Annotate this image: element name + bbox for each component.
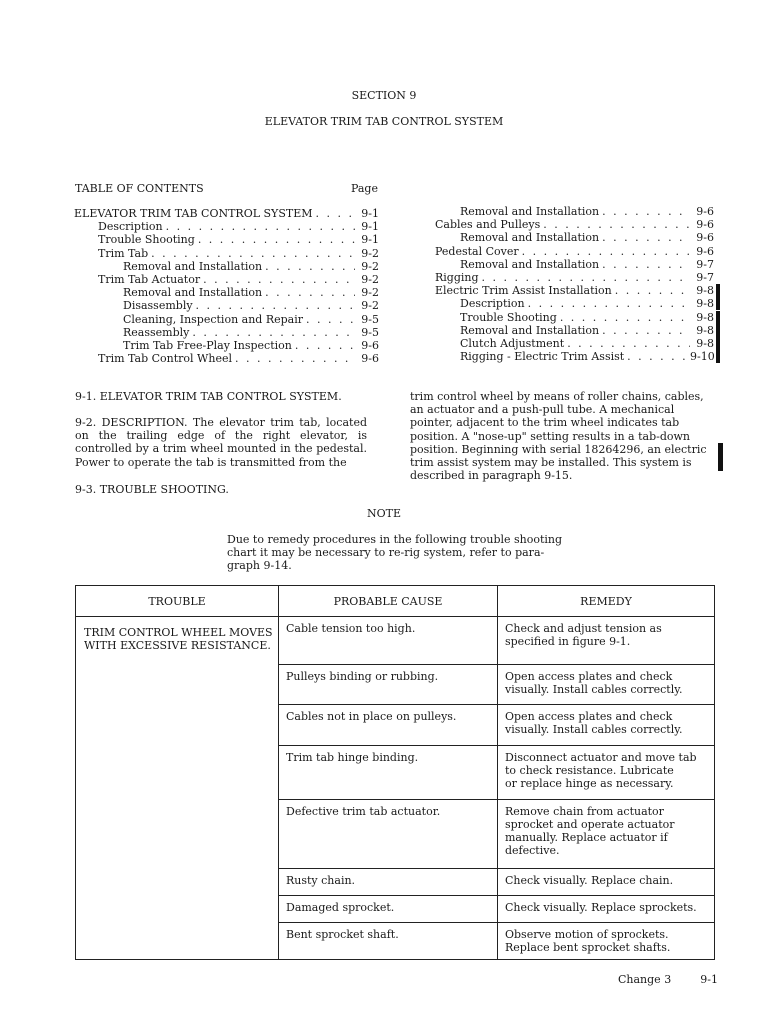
- toc-entry-label: Trim Tab Free-Play Inspection: [123, 338, 292, 352]
- toc-entry-label: Removal and Installation: [123, 259, 263, 273]
- toc-leader-dots: [193, 299, 355, 312]
- toc-entry: [74, 299, 379, 312]
- change-bar: [716, 311, 720, 324]
- toc-entry-label: Trim Tab Actuator: [98, 272, 201, 286]
- toc-leader-dots: [232, 352, 355, 365]
- cause-text: Defective trim tab actuator.: [286, 804, 441, 818]
- toc-entry-page: 9-8: [696, 310, 714, 324]
- paragraph-line: pointer, adjacent to the trim wheel indicates tab: [410, 416, 680, 430]
- toc-entry-label: Cables and Pulleys: [435, 218, 541, 232]
- header-probable-cause: PROBABLE CAUSE: [279, 586, 498, 617]
- change-bar: [716, 324, 720, 337]
- toc-leader-dots: [557, 311, 690, 324]
- remedy-line: defective.: [505, 843, 560, 857]
- remedy-line: Check visually. Replace chain.: [505, 873, 674, 887]
- toc-entry: [435, 205, 714, 218]
- remedy-line: Open access plates and check: [505, 669, 673, 683]
- toc-entry-page: 9-8: [696, 284, 714, 298]
- toc-leader-dots: [163, 220, 355, 233]
- toc-entry: [435, 218, 714, 231]
- paragraph-line: an actuator and a push-pull tube. A mechanical: [410, 403, 675, 417]
- toc-entry: [74, 207, 379, 220]
- toc-leader-dots: [262, 286, 355, 299]
- cause-text: Bent sprocket shaft.: [286, 927, 399, 941]
- toc-entry-label: Removal and Installation: [123, 286, 263, 300]
- toc-entry-label: Description: [460, 297, 525, 311]
- cause-text: Cable tension too high.: [286, 622, 416, 635]
- toc-entry: [435, 258, 714, 271]
- cause-cell: [279, 895, 498, 922]
- remedy-text: [498, 746, 714, 794]
- toc-leader-dots: [195, 233, 355, 246]
- remedy-line: visually. Install cables correctly.: [505, 723, 683, 737]
- cause-cell: [279, 745, 498, 799]
- remedy-cell: [498, 868, 715, 895]
- toc-entry-page: 9-7: [696, 270, 714, 284]
- toc-entry-label: Cleaning, Inspection and Repair: [123, 312, 304, 326]
- toc-entry: [435, 284, 714, 297]
- toc-entry: [74, 233, 379, 246]
- toc-entry: [74, 273, 379, 286]
- cause-cell: [279, 617, 498, 665]
- remedy-cell: [498, 664, 715, 705]
- toc-leader-dots: [262, 260, 355, 273]
- paragraph-9-3: 9-3. TROUBLE SHOOTING.: [75, 483, 229, 496]
- toc-header: [75, 182, 378, 195]
- toc-leader-dots: [564, 337, 690, 350]
- toc-leader-dots: [624, 350, 690, 363]
- toc-leader-dots: [540, 218, 690, 231]
- remedy-line: manually. Replace actuator if: [505, 830, 668, 844]
- trouble-shooting-table: [75, 585, 715, 960]
- toc-leader-dots: [612, 284, 690, 297]
- cause-cell: [279, 922, 498, 959]
- remedy-line: Disconnect actuator and move tab: [505, 750, 697, 764]
- paragraph-line: position. A "nose-up" setting results in a tab-down: [410, 429, 690, 443]
- toc-entry-page: 9-2: [361, 246, 379, 260]
- remedy-line: or replace hinge as necessary.: [505, 776, 674, 790]
- toc-entry-label: Disassembly: [123, 299, 193, 313]
- toc-entry-label: Trouble Shooting: [460, 310, 557, 324]
- toc-right-column: [435, 205, 714, 363]
- toc-entry-label: Removal and Installation: [460, 231, 600, 245]
- toc-entry: [74, 260, 379, 273]
- remedy-cell: [498, 705, 715, 746]
- remedy-line: Replace bent sprocket shafts.: [505, 940, 671, 954]
- cause-cell: [279, 868, 498, 895]
- paragraph-line: described in paragraph 9-15.: [410, 469, 573, 483]
- toc-entry: [74, 247, 379, 260]
- toc-entry-page: 9-6: [361, 352, 379, 366]
- remedy-text: [498, 705, 714, 740]
- remedy-text: [498, 923, 714, 958]
- toc-entry: [435, 297, 714, 310]
- toc-entry-label: Removal and Installation: [460, 205, 600, 218]
- toc-leader-dots: [312, 207, 355, 220]
- remedy-cell: [498, 617, 715, 665]
- toc-entry: [435, 311, 714, 324]
- cause-cell: [279, 799, 498, 868]
- toc-entry-label: Rigging: [435, 270, 479, 284]
- table-row: [76, 617, 715, 665]
- trouble-text: [76, 617, 278, 661]
- note-body: [227, 533, 572, 573]
- toc-entry-page: 9-8: [696, 323, 714, 337]
- paragraph-9-1: 9-1. ELEVATOR TRIM TAB CONTROL SYSTEM.: [75, 390, 342, 403]
- toc-entry-page: 9-6: [696, 218, 714, 232]
- remedy-cell: [498, 745, 715, 799]
- toc-entry-label: Reassembly: [123, 325, 190, 339]
- trouble-line: TRIM CONTROL WHEEL MOVES: [84, 626, 273, 639]
- remedy-text: [498, 896, 714, 918]
- header-trouble: TROUBLE: [76, 586, 279, 617]
- remedy-cell: [498, 895, 715, 922]
- remedy-line: sprocket and operate actuator: [505, 817, 675, 831]
- page-number: 9-1: [700, 973, 718, 986]
- toc-leader-dots: [189, 326, 355, 339]
- note-heading: NOTE: [366, 507, 401, 520]
- toc-entry-page: 9-6: [696, 205, 714, 218]
- toc-entry: [435, 245, 714, 258]
- toc-leader-dots: [479, 271, 690, 284]
- cause-text: Pulleys binding or rubbing.: [286, 669, 439, 683]
- change-bar: [718, 443, 723, 471]
- toc-entry-page: 9-8: [696, 336, 714, 350]
- remedy-cell: [498, 922, 715, 959]
- toc-leader-dots: [599, 324, 690, 337]
- toc-entry: [435, 231, 714, 244]
- trouble-line: WITH EXCESSIVE RESISTANCE.: [84, 639, 271, 652]
- toc-entry: [74, 352, 379, 365]
- note-line: chart it may be necessary to re-rig system, refer to para-: [227, 546, 545, 560]
- note-line: graph 9-14.: [227, 559, 292, 573]
- page-footer: [618, 973, 718, 986]
- toc-entry-page: 9-6: [696, 244, 714, 258]
- toc-leader-dots: [200, 273, 355, 286]
- cause-cell: [279, 664, 498, 705]
- toc-entry-label: Trim Tab: [98, 246, 149, 260]
- toc-entry-page: 9-2: [361, 286, 379, 300]
- toc-entry-page: 9-6: [361, 338, 379, 352]
- toc-leader-dots: [525, 297, 690, 310]
- change-bar: [716, 284, 720, 297]
- toc-leader-dots: [519, 245, 690, 258]
- toc-entry-page: 9-10: [690, 350, 715, 364]
- toc-entry-label: Trim Tab Control Wheel: [98, 352, 232, 366]
- toc-entry-page: 9-2: [361, 299, 379, 313]
- toc-leader-dots: [599, 205, 690, 218]
- section-title: ELEVATOR TRIM TAB CONTROL SYSTEM: [264, 115, 504, 128]
- toc-entry-page: 9-5: [361, 312, 379, 326]
- change-number: Change 3: [618, 973, 672, 986]
- toc-entry-page: 9-1: [361, 220, 379, 234]
- change-bar: [716, 350, 720, 363]
- cause-text: Trim tab hinge binding.: [286, 750, 419, 764]
- toc-entry-page: 9-1: [361, 207, 379, 220]
- remedy-line: to check resistance. Lubricate: [505, 763, 674, 777]
- toc-entry: [435, 337, 714, 350]
- toc-entry-page: 9-7: [696, 257, 714, 271]
- remedy-text: [498, 869, 714, 891]
- remedy-line: Open access plates and check: [505, 710, 673, 724]
- remedy-line: Check and adjust tension as: [505, 622, 662, 635]
- toc-entry: [74, 313, 379, 326]
- paragraph-line: trim assist system may be installed. This system is: [410, 456, 692, 470]
- remedy-cell: [498, 799, 715, 868]
- toc-leader-dots: [303, 313, 355, 326]
- toc-entry: [435, 324, 714, 337]
- toc-entry-page: 9-8: [696, 297, 714, 311]
- toc-entry-page: 9-2: [361, 259, 379, 273]
- note-line: Due to remedy procedures in the following trouble shooting: [227, 533, 563, 546]
- toc-leader-dots: [148, 247, 355, 260]
- cause-cell: [279, 705, 498, 746]
- toc-entry-label: Rigging - Electric Trim Assist: [460, 350, 625, 364]
- remedy-text: [498, 665, 714, 700]
- remedy-line: Check visually. Replace sprockets.: [505, 900, 697, 914]
- toc-entry: [435, 350, 714, 363]
- toc-entry-label: Description: [98, 220, 163, 234]
- remedy-text: [498, 617, 714, 652]
- toc-entry: [74, 326, 379, 339]
- toc-entry-label: Clutch Adjustment: [460, 336, 565, 350]
- toc-entry: [435, 271, 714, 284]
- toc-entry-label: Pedestal Cover: [435, 244, 519, 258]
- cause-text: Cables not in place on pulleys.: [286, 710, 457, 724]
- toc-entry: [74, 220, 379, 233]
- cause-text: Damaged sprocket.: [286, 900, 395, 914]
- toc-entry-label: Removal and Installation: [460, 323, 600, 337]
- toc-entry-page: 9-5: [361, 325, 379, 339]
- toc-leader-dots: [599, 258, 690, 271]
- toc-leader-dots: [292, 339, 355, 352]
- paragraph-line: position. Beginning with serial 18264296, an electric: [410, 442, 707, 456]
- toc-entry-label: Trouble Shooting: [98, 233, 195, 247]
- cause-text: Rusty chain.: [286, 873, 356, 887]
- description-continued: [410, 390, 715, 482]
- change-bar: [716, 297, 720, 310]
- toc-heading: TABLE OF CONTENTS: [75, 182, 204, 195]
- paragraph-line: trim control wheel by means of roller chains, cables,: [410, 390, 704, 403]
- remedy-line: visually. Install cables correctly.: [505, 682, 683, 696]
- toc-entry-label: ELEVATOR TRIM TAB CONTROL SYSTEM: [74, 207, 313, 220]
- header-remedy: REMEDY: [498, 586, 715, 617]
- toc-leader-dots: [599, 231, 690, 244]
- toc-entry-label: Electric Trim Assist Installation: [435, 284, 612, 298]
- change-bar: [716, 337, 720, 350]
- remedy-text: [498, 800, 714, 861]
- paragraph-9-2: 9-2. DESCRIPTION. The elevator trim tab, located on the trailing edge of the right elevator, is controlled by a trim wheel mounted in the pedestal. Power to operate the tab is transmitted from the: [75, 416, 367, 469]
- toc-entry-page: 9-1: [361, 233, 379, 247]
- remedy-line: Observe motion of sprockets.: [505, 927, 669, 941]
- table-header-row: [76, 586, 715, 617]
- toc-entry: [74, 339, 379, 352]
- toc-entry-page: 9-2: [361, 272, 379, 286]
- toc-entry-label: Removal and Installation: [460, 257, 600, 271]
- toc-page-heading: Page: [350, 182, 378, 195]
- toc-left-column: [74, 207, 379, 365]
- section-number: SECTION 9: [351, 89, 417, 102]
- remedy-line: specified in figure 9-1.: [505, 635, 631, 648]
- toc-entry-page: 9-6: [696, 231, 714, 245]
- trouble-cell: [76, 617, 279, 960]
- remedy-line: Remove chain from actuator: [505, 804, 664, 818]
- toc-entry: [74, 286, 379, 299]
